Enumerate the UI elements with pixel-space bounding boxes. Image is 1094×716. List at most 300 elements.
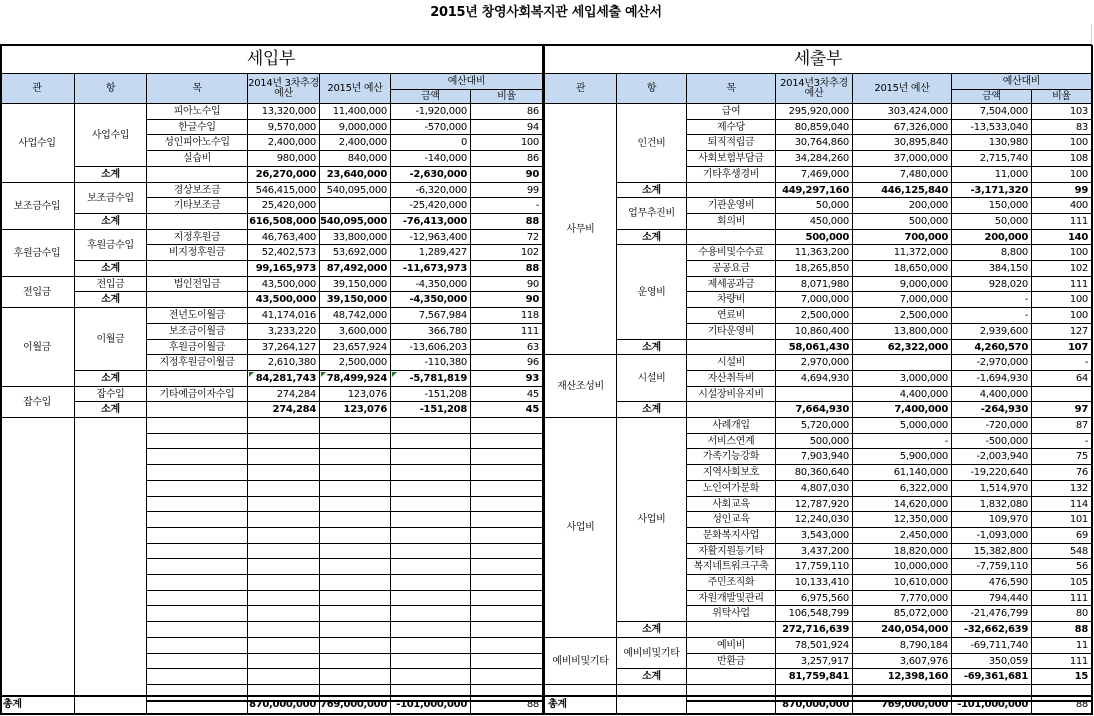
empty-cell[interactable] bbox=[471, 449, 543, 465]
ratio-cell[interactable]: 100 bbox=[1032, 292, 1092, 308]
prev-budget-cell[interactable]: 3,233,220 bbox=[248, 324, 320, 340]
mok-cell[interactable]: 급여 bbox=[687, 104, 776, 120]
empty-cell[interactable] bbox=[471, 654, 543, 669]
diff-cell[interactable]: 8,800 bbox=[952, 245, 1032, 261]
mok-cell[interactable]: 사회교육 bbox=[687, 497, 776, 512]
diff-cell[interactable]: 2,939,600 bbox=[952, 324, 1032, 340]
ratio-cell[interactable]: 11 bbox=[1032, 638, 1092, 654]
budget-cell[interactable]: 23,657,924 bbox=[320, 340, 391, 355]
mok-cell[interactable]: 연료비 bbox=[687, 308, 776, 324]
gwan-cell[interactable]: 예비비및기타 bbox=[545, 638, 617, 685]
col-header-gwan[interactable]: 관 bbox=[0, 74, 75, 104]
mok-cell[interactable]: 제세공과금 bbox=[687, 277, 776, 292]
mok-cell[interactable]: 보조금이월금 bbox=[147, 324, 248, 340]
empty-cell[interactable] bbox=[391, 481, 471, 497]
diff-cell[interactable]: 15,382,800 bbox=[952, 544, 1032, 559]
prev-budget-cell[interactable]: 18,265,850 bbox=[776, 261, 853, 277]
prev-budget-cell[interactable]: 50,000 bbox=[776, 198, 853, 214]
empty-cell[interactable] bbox=[391, 591, 471, 606]
budget-cell[interactable]: 5,900,000 bbox=[853, 449, 952, 465]
ratio-cell[interactable]: 400 bbox=[1032, 198, 1092, 214]
prev-budget-cell[interactable]: 34,284,260 bbox=[776, 151, 853, 167]
gwan-cell[interactable]: 사업비 bbox=[545, 418, 617, 638]
diff-cell[interactable]: 1,289,427 bbox=[391, 245, 471, 261]
diff-cell[interactable]: -110,380 bbox=[391, 355, 471, 371]
total-prev-budget[interactable]: 870,000,000 bbox=[248, 696, 320, 714]
prev-budget-cell[interactable]: 274,284 bbox=[248, 402, 320, 418]
empty-cell[interactable] bbox=[391, 575, 471, 591]
ratio-cell[interactable]: 100 bbox=[1032, 135, 1092, 151]
diff-cell[interactable]: 384,150 bbox=[952, 261, 1032, 277]
budget-cell[interactable]: 53,692,000 bbox=[320, 245, 391, 261]
budget-cell[interactable]: 5,000,000 bbox=[853, 418, 952, 434]
subtotal-label[interactable]: 소계 bbox=[617, 402, 687, 418]
mok-cell[interactable]: 한글수입 bbox=[147, 120, 248, 135]
empty-cell[interactable] bbox=[471, 497, 543, 512]
mok-cell[interactable] bbox=[687, 669, 776, 685]
budget-cell[interactable]: 9,000,000 bbox=[320, 120, 391, 135]
budget-cell[interactable]: 303,424,000 bbox=[853, 104, 952, 120]
ratio-cell[interactable]: 100 bbox=[471, 135, 543, 151]
diff-cell[interactable]: -13,533,040 bbox=[952, 120, 1032, 135]
diff-cell[interactable]: 0 bbox=[391, 135, 471, 151]
col-header-prev-budget[interactable]: 2014년 3차추경예산 bbox=[248, 74, 320, 104]
empty-cell[interactable] bbox=[147, 497, 248, 512]
col-header-gwan[interactable]: 관 bbox=[545, 74, 617, 104]
budget-cell[interactable]: 123,076 bbox=[320, 387, 391, 402]
prev-budget-cell[interactable]: 7,000,000 bbox=[776, 292, 853, 308]
mok-cell[interactable]: 지역사회보호 bbox=[687, 465, 776, 481]
empty-cell[interactable] bbox=[147, 528, 248, 544]
empty-cell[interactable] bbox=[147, 481, 248, 497]
empty-cell[interactable] bbox=[471, 512, 543, 528]
mok-cell[interactable]: 제수당 bbox=[687, 120, 776, 135]
diff-cell[interactable]: - bbox=[952, 292, 1032, 308]
budget-cell[interactable]: 37,000,000 bbox=[853, 151, 952, 167]
mok-cell[interactable]: 법인전입금 bbox=[147, 277, 248, 292]
empty-cell[interactable] bbox=[687, 696, 776, 714]
budget-cell[interactable]: 23,640,000 bbox=[320, 167, 391, 183]
mok-cell[interactable]: 서비스연계 bbox=[687, 434, 776, 449]
prev-budget-cell[interactable]: 10,860,400 bbox=[776, 324, 853, 340]
prev-budget-cell[interactable]: 5,720,000 bbox=[776, 418, 853, 434]
diff-cell[interactable]: -7,759,110 bbox=[952, 559, 1032, 575]
empty-cell[interactable] bbox=[147, 638, 248, 654]
gwan-cell[interactable]: 이월금 bbox=[0, 308, 75, 387]
budget-cell[interactable]: 87,492,000 bbox=[320, 261, 391, 277]
mok-cell[interactable] bbox=[147, 261, 248, 277]
ratio-cell[interactable]: 88 bbox=[471, 214, 543, 230]
empty-cell[interactable] bbox=[471, 434, 543, 449]
diff-cell[interactable]: -76,413,000 bbox=[391, 214, 471, 230]
budget-cell[interactable]: 18,650,000 bbox=[853, 261, 952, 277]
empty-cell[interactable] bbox=[391, 559, 471, 575]
empty-cell[interactable] bbox=[320, 654, 391, 669]
subtotal-label[interactable]: 소계 bbox=[75, 261, 147, 277]
mok-cell[interactable]: 피아노수입 bbox=[147, 104, 248, 120]
total-label[interactable]: 총계 bbox=[545, 696, 617, 714]
hang-cell[interactable]: 이월금 bbox=[75, 308, 147, 371]
ratio-cell[interactable]: 72 bbox=[471, 230, 543, 245]
mok-cell[interactable]: 기타보조금 bbox=[147, 198, 248, 214]
prev-budget-cell[interactable]: 12,240,030 bbox=[776, 512, 853, 528]
prev-budget-cell[interactable]: 99,165,973 bbox=[248, 261, 320, 277]
prev-budget-cell[interactable]: 17,759,110 bbox=[776, 559, 853, 575]
empty-cell[interactable] bbox=[248, 638, 320, 654]
mok-cell[interactable]: 문화복지사업 bbox=[687, 528, 776, 544]
budget-cell[interactable]: 123,076 bbox=[320, 402, 391, 418]
diff-cell[interactable]: -3,171,320 bbox=[952, 183, 1032, 198]
mok-cell[interactable]: 전년도이월금 bbox=[147, 308, 248, 324]
ratio-cell[interactable]: 63 bbox=[471, 340, 543, 355]
ratio-cell[interactable]: 111 bbox=[1032, 591, 1092, 606]
prev-budget-cell[interactable] bbox=[776, 387, 853, 402]
ratio-cell[interactable]: 103 bbox=[1032, 104, 1092, 120]
budget-cell[interactable]: 12,350,000 bbox=[853, 512, 952, 528]
ratio-cell[interactable]: 86 bbox=[471, 104, 543, 120]
mok-cell[interactable] bbox=[147, 167, 248, 183]
empty-cell[interactable] bbox=[147, 591, 248, 606]
empty-cell[interactable] bbox=[320, 481, 391, 497]
mok-cell[interactable]: 복지네트워크구축 bbox=[687, 559, 776, 575]
mok-cell[interactable]: 수용비및수수료 bbox=[687, 245, 776, 261]
budget-cell[interactable]: 6,322,000 bbox=[853, 481, 952, 497]
budget-cell[interactable]: 30,895,840 bbox=[853, 135, 952, 151]
ratio-cell[interactable]: 102 bbox=[471, 245, 543, 261]
prev-budget-cell[interactable]: 500,000 bbox=[776, 230, 853, 245]
diff-cell[interactable]: - bbox=[952, 308, 1032, 324]
empty-cell[interactable] bbox=[147, 465, 248, 481]
ratio-cell[interactable]: 64 bbox=[1032, 371, 1092, 387]
mok-cell[interactable] bbox=[147, 371, 248, 387]
ratio-cell[interactable]: 100 bbox=[1032, 245, 1092, 261]
empty-cell[interactable] bbox=[248, 559, 320, 575]
empty-cell[interactable] bbox=[75, 418, 147, 696]
diff-cell[interactable]: -140,000 bbox=[391, 151, 471, 167]
col-header-ratio[interactable]: 비율 bbox=[471, 90, 543, 104]
empty-cell[interactable] bbox=[471, 418, 543, 434]
prev-budget-cell[interactable]: 43,500,000 bbox=[248, 292, 320, 308]
empty-cell[interactable] bbox=[320, 418, 391, 434]
empty-cell[interactable] bbox=[391, 465, 471, 481]
subtotal-label[interactable]: 소계 bbox=[617, 669, 687, 685]
empty-cell[interactable] bbox=[147, 575, 248, 591]
ratio-cell[interactable]: 90 bbox=[471, 167, 543, 183]
ratio-cell[interactable]: 140 bbox=[1032, 230, 1092, 245]
ratio-cell[interactable]: 80 bbox=[1032, 606, 1092, 622]
ratio-cell[interactable]: 118 bbox=[471, 308, 543, 324]
ratio-cell[interactable]: 105 bbox=[1032, 575, 1092, 591]
mok-cell[interactable] bbox=[687, 402, 776, 418]
prev-budget-cell[interactable]: 4,694,930 bbox=[776, 371, 853, 387]
col-header-mok[interactable]: 목 bbox=[687, 74, 776, 104]
empty-row[interactable] bbox=[0, 24, 1092, 45]
mok-cell[interactable]: 예비비 bbox=[687, 638, 776, 654]
ratio-cell[interactable]: 114 bbox=[1032, 497, 1092, 512]
mok-cell[interactable] bbox=[147, 214, 248, 230]
budget-cell[interactable]: 700,000 bbox=[853, 230, 952, 245]
empty-cell[interactable] bbox=[248, 497, 320, 512]
empty-cell[interactable] bbox=[391, 654, 471, 669]
budget-cell[interactable]: 14,620,000 bbox=[853, 497, 952, 512]
ratio-cell[interactable]: 86 bbox=[471, 151, 543, 167]
subtotal-label[interactable]: 소계 bbox=[75, 167, 147, 183]
gwan-cell[interactable]: 보조금수입 bbox=[0, 183, 75, 230]
empty-cell[interactable] bbox=[147, 544, 248, 559]
diff-cell[interactable]: 366,780 bbox=[391, 324, 471, 340]
budget-cell[interactable]: 2,500,000 bbox=[320, 355, 391, 371]
prev-budget-cell[interactable]: 78,501,924 bbox=[776, 638, 853, 654]
empty-cell[interactable] bbox=[391, 622, 471, 638]
hang-cell[interactable]: 전입금 bbox=[75, 277, 147, 292]
hang-cell[interactable]: 사업비 bbox=[617, 418, 687, 622]
empty-cell[interactable] bbox=[248, 669, 320, 685]
mok-cell[interactable]: 퇴직적립금 bbox=[687, 135, 776, 151]
total-diff[interactable]: -101,000,000 bbox=[391, 696, 471, 714]
subtotal-label[interactable]: 소계 bbox=[617, 622, 687, 638]
prev-budget-cell[interactable]: 2,400,000 bbox=[248, 135, 320, 151]
prev-budget-cell[interactable]: 25,420,000 bbox=[248, 198, 320, 214]
subtotal-label[interactable]: 소계 bbox=[617, 230, 687, 245]
diff-cell[interactable]: 350,059 bbox=[952, 654, 1032, 669]
budget-cell[interactable]: 7,770,000 bbox=[853, 591, 952, 606]
diff-cell[interactable]: -69,361,681 bbox=[952, 669, 1032, 685]
budget-cell[interactable]: 7,400,000 bbox=[853, 402, 952, 418]
prev-budget-cell[interactable]: 2,610,380 bbox=[248, 355, 320, 371]
diff-cell[interactable]: 4,260,570 bbox=[952, 340, 1032, 355]
diff-cell[interactable]: 7,504,000 bbox=[952, 104, 1032, 120]
gwan-cell[interactable]: 잡수입 bbox=[0, 387, 75, 418]
mok-cell[interactable] bbox=[687, 183, 776, 198]
total-budget[interactable]: 769,000,000 bbox=[853, 696, 952, 714]
budget-cell[interactable]: 540,095,000 bbox=[320, 214, 391, 230]
empty-cell[interactable] bbox=[391, 434, 471, 449]
diff-cell[interactable]: 50,000 bbox=[952, 214, 1032, 230]
empty-cell[interactable] bbox=[147, 606, 248, 622]
empty-cell[interactable] bbox=[391, 606, 471, 622]
empty-cell[interactable] bbox=[471, 638, 543, 654]
budget-cell[interactable]: 39,150,000 bbox=[320, 277, 391, 292]
diff-cell[interactable]: -32,662,639 bbox=[952, 622, 1032, 638]
empty-cell[interactable] bbox=[471, 622, 543, 638]
empty-cell[interactable] bbox=[320, 669, 391, 685]
subtotal-label[interactable]: 소계 bbox=[75, 402, 147, 418]
prev-budget-cell[interactable]: 58,061,430 bbox=[776, 340, 853, 355]
budget-cell[interactable]: 2,500,000 bbox=[853, 308, 952, 324]
subtotal-label[interactable]: 소계 bbox=[75, 371, 147, 387]
hang-cell[interactable]: 시설비 bbox=[617, 355, 687, 402]
mok-cell[interactable]: 성인피아노수입 bbox=[147, 135, 248, 151]
mok-cell[interactable]: 공공요금 bbox=[687, 261, 776, 277]
diff-cell[interactable]: 11,000 bbox=[952, 167, 1032, 183]
ratio-cell[interactable]: 111 bbox=[1032, 214, 1092, 230]
total-label[interactable]: 총계 bbox=[0, 696, 75, 714]
budget-cell[interactable]: - bbox=[853, 434, 952, 449]
gwan-cell[interactable]: 사업수입 bbox=[0, 104, 75, 183]
mok-cell[interactable]: 가족기능강화 bbox=[687, 449, 776, 465]
prev-budget-cell[interactable]: 80,859,040 bbox=[776, 120, 853, 135]
prev-budget-cell[interactable]: 7,664,930 bbox=[776, 402, 853, 418]
total-prev-budget[interactable]: 870,000,000 bbox=[776, 696, 853, 714]
ratio-cell[interactable]: 87 bbox=[1032, 418, 1092, 434]
budget-cell[interactable]: 540,095,000 bbox=[320, 183, 391, 198]
diff-cell[interactable]: 150,000 bbox=[952, 198, 1032, 214]
mok-cell[interactable] bbox=[687, 340, 776, 355]
empty-cell[interactable] bbox=[147, 669, 248, 685]
mok-cell[interactable]: 자활지원등기타 bbox=[687, 544, 776, 559]
ratio-cell[interactable]: 90 bbox=[471, 292, 543, 308]
diff-cell[interactable]: -5,781,819 bbox=[391, 371, 471, 387]
empty-cell[interactable] bbox=[391, 528, 471, 544]
diff-cell[interactable]: -1,920,000 bbox=[391, 104, 471, 120]
budget-cell[interactable]: 62,322,000 bbox=[853, 340, 952, 355]
empty-cell[interactable] bbox=[320, 434, 391, 449]
empty-cell[interactable] bbox=[320, 544, 391, 559]
ratio-cell[interactable]: 88 bbox=[1032, 622, 1092, 638]
ratio-cell[interactable]: 45 bbox=[471, 402, 543, 418]
empty-cell[interactable] bbox=[320, 465, 391, 481]
empty-cell[interactable] bbox=[147, 654, 248, 669]
prev-budget-cell[interactable]: 80,360,640 bbox=[776, 465, 853, 481]
ratio-cell[interactable]: 94 bbox=[471, 120, 543, 135]
prev-budget-cell[interactable]: 81,759,841 bbox=[776, 669, 853, 685]
empty-cell[interactable] bbox=[320, 512, 391, 528]
budget-cell[interactable]: 10,000,000 bbox=[853, 559, 952, 575]
empty-cell[interactable] bbox=[391, 544, 471, 559]
budget-cell[interactable] bbox=[320, 198, 391, 214]
budget-cell[interactable]: 4,400,000 bbox=[853, 387, 952, 402]
ratio-cell[interactable]: 107 bbox=[1032, 340, 1092, 355]
col-header-amount[interactable]: 금액 bbox=[391, 90, 471, 104]
col-header-prev-budget[interactable]: 2014년3차추경 예산 bbox=[776, 74, 853, 104]
ratio-cell[interactable]: 45 bbox=[471, 387, 543, 402]
ratio-cell[interactable]: 96 bbox=[471, 355, 543, 371]
ratio-cell[interactable]: 111 bbox=[1032, 654, 1092, 669]
diff-cell[interactable]: -570,000 bbox=[391, 120, 471, 135]
prev-budget-cell[interactable]: 43,500,000 bbox=[248, 277, 320, 292]
diff-cell[interactable]: -2,970,000 bbox=[952, 355, 1032, 371]
prev-budget-cell[interactable]: 450,000 bbox=[776, 214, 853, 230]
ratio-cell[interactable]: 56 bbox=[1032, 559, 1092, 575]
mok-cell[interactable]: 실습비 bbox=[147, 151, 248, 167]
empty-cell[interactable] bbox=[391, 512, 471, 528]
empty-cell[interactable] bbox=[248, 418, 320, 434]
ratio-cell[interactable]: - bbox=[1032, 355, 1092, 371]
mok-cell[interactable]: 노인여가문화 bbox=[687, 481, 776, 497]
diff-cell[interactable]: 109,970 bbox=[952, 512, 1032, 528]
ratio-cell[interactable]: 102 bbox=[1032, 261, 1092, 277]
budget-cell[interactable]: 200,000 bbox=[853, 198, 952, 214]
budget-cell[interactable]: 39,150,000 bbox=[320, 292, 391, 308]
empty-cell[interactable] bbox=[320, 528, 391, 544]
col-header-hang[interactable]: 항 bbox=[617, 74, 687, 104]
budget-cell[interactable]: 85,072,000 bbox=[853, 606, 952, 622]
diff-cell[interactable]: -2,630,000 bbox=[391, 167, 471, 183]
prev-budget-cell[interactable]: 12,787,920 bbox=[776, 497, 853, 512]
budget-cell[interactable]: 446,125,840 bbox=[853, 183, 952, 198]
diff-cell[interactable]: -1,694,930 bbox=[952, 371, 1032, 387]
budget-cell[interactable]: 7,000,000 bbox=[853, 292, 952, 308]
hang-cell[interactable]: 후원금수입 bbox=[75, 230, 147, 261]
mok-cell[interactable]: 기타예금이자수입 bbox=[147, 387, 248, 402]
empty-cell[interactable] bbox=[75, 696, 147, 714]
budget-cell[interactable]: 9,000,000 bbox=[853, 277, 952, 292]
empty-cell[interactable] bbox=[471, 606, 543, 622]
mok-cell[interactable]: 지정후원금이월금 bbox=[147, 355, 248, 371]
budget-cell[interactable]: 11,372,000 bbox=[853, 245, 952, 261]
empty-cell[interactable] bbox=[248, 591, 320, 606]
ratio-cell[interactable]: 83 bbox=[1032, 120, 1092, 135]
mok-cell[interactable]: 성인교육 bbox=[687, 512, 776, 528]
prev-budget-cell[interactable]: 546,415,000 bbox=[248, 183, 320, 198]
empty-cell[interactable] bbox=[147, 418, 248, 434]
col-header-hang[interactable]: 항 bbox=[75, 74, 147, 104]
ratio-cell[interactable]: 101 bbox=[1032, 512, 1092, 528]
budget-cell[interactable]: 48,742,000 bbox=[320, 308, 391, 324]
diff-cell[interactable]: 200,000 bbox=[952, 230, 1032, 245]
prev-budget-cell[interactable]: 46,763,400 bbox=[248, 230, 320, 245]
diff-cell[interactable]: -19,220,640 bbox=[952, 465, 1032, 481]
empty-cell[interactable] bbox=[471, 591, 543, 606]
budget-cell[interactable]: 8,790,184 bbox=[853, 638, 952, 654]
empty-cell[interactable] bbox=[320, 591, 391, 606]
empty-cell[interactable] bbox=[471, 559, 543, 575]
prev-budget-cell[interactable]: 980,000 bbox=[248, 151, 320, 167]
empty-cell[interactable] bbox=[320, 638, 391, 654]
empty-cell[interactable] bbox=[248, 449, 320, 465]
budget-cell[interactable]: 2,450,000 bbox=[853, 528, 952, 544]
mok-cell[interactable] bbox=[147, 402, 248, 418]
mok-cell[interactable]: 지정후원금 bbox=[147, 230, 248, 245]
diff-cell[interactable]: 4,400,000 bbox=[952, 387, 1032, 402]
mok-cell[interactable]: 회의비 bbox=[687, 214, 776, 230]
ratio-cell[interactable]: 99 bbox=[1032, 183, 1092, 198]
mok-cell[interactable] bbox=[147, 292, 248, 308]
budget-cell[interactable]: 840,000 bbox=[320, 151, 391, 167]
prev-budget-cell[interactable]: 449,297,160 bbox=[776, 183, 853, 198]
empty-cell[interactable] bbox=[248, 575, 320, 591]
diff-cell[interactable]: 130,980 bbox=[952, 135, 1032, 151]
prev-budget-cell[interactable]: 26,270,000 bbox=[248, 167, 320, 183]
prev-budget-cell[interactable]: 500,000 bbox=[776, 434, 853, 449]
empty-cell[interactable] bbox=[248, 481, 320, 497]
hang-cell[interactable]: 업무추진비 bbox=[617, 198, 687, 230]
diff-cell[interactable]: -25,420,000 bbox=[391, 198, 471, 214]
ratio-cell[interactable]: 76 bbox=[1032, 465, 1092, 481]
ratio-cell[interactable]: - bbox=[471, 198, 543, 214]
gwan-cell[interactable]: 전입금 bbox=[0, 277, 75, 308]
empty-cell[interactable] bbox=[471, 669, 543, 685]
prev-budget-cell[interactable]: 274,284 bbox=[248, 387, 320, 402]
budget-cell[interactable]: 3,000,000 bbox=[853, 371, 952, 387]
prev-budget-cell[interactable]: 13,320,000 bbox=[248, 104, 320, 120]
ratio-cell[interactable]: 100 bbox=[1032, 167, 1092, 183]
hang-cell[interactable]: 운영비 bbox=[617, 245, 687, 340]
diff-cell[interactable]: 928,020 bbox=[952, 277, 1032, 292]
budget-cell[interactable]: 61,140,000 bbox=[853, 465, 952, 481]
empty-cell[interactable] bbox=[391, 449, 471, 465]
mok-cell[interactable]: 사회보험부담금 bbox=[687, 151, 776, 167]
empty-cell[interactable] bbox=[248, 434, 320, 449]
budget-cell[interactable] bbox=[853, 355, 952, 371]
prev-budget-cell[interactable]: 37,264,127 bbox=[248, 340, 320, 355]
budget-cell[interactable]: 2,400,000 bbox=[320, 135, 391, 151]
diff-cell[interactable]: -151,208 bbox=[391, 387, 471, 402]
ratio-cell[interactable]: 132 bbox=[1032, 481, 1092, 497]
empty-cell[interactable] bbox=[320, 575, 391, 591]
ratio-cell[interactable]: - bbox=[1032, 434, 1092, 449]
col-header-compare[interactable]: 예산대비 bbox=[952, 74, 1092, 90]
